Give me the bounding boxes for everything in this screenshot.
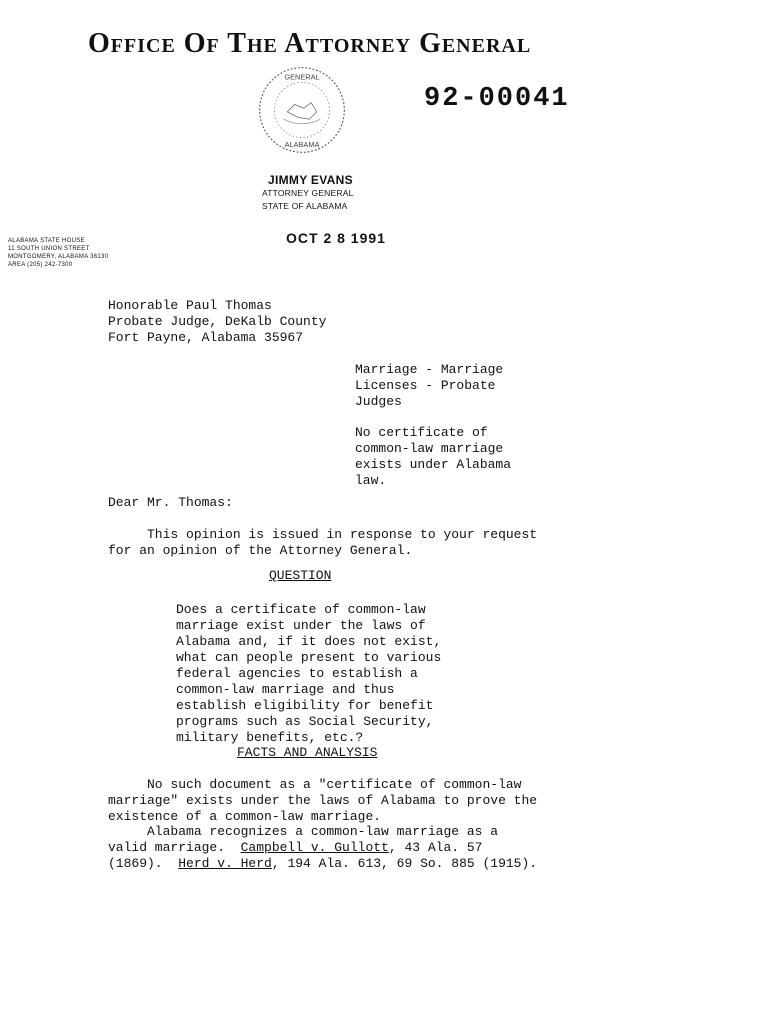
subject-line: Marriage - Marriage — [355, 362, 504, 377]
addressee-line: Fort Payne, Alabama 35967 — [108, 330, 304, 345]
text-fragment: , 43 Ala. 57 — [388, 840, 483, 855]
headnote-line: No certificate of — [355, 425, 488, 440]
question-line: military benefits, etc.? — [176, 730, 364, 745]
state-seal-icon — [256, 64, 348, 156]
address-line: AREA (205) 242-7300 — [8, 262, 73, 268]
analysis-paragraph-2 — [108, 824, 537, 872]
letterhead-title — [88, 28, 531, 60]
date-stamp: OCT 2 8 1991 — [286, 230, 386, 246]
office-address — [8, 237, 108, 269]
question-line: establish eligibility for benefit — [176, 698, 434, 713]
headnote-line: law. — [355, 473, 387, 488]
facts-heading: FACTS AND ANALYSIS — [237, 745, 378, 760]
analysis-paragraph-1 — [108, 777, 537, 825]
text-fragment: valid marriage. — [108, 840, 241, 855]
addressee-block — [108, 298, 326, 346]
officer-title: ATTORNEY GENERAL — [262, 188, 354, 198]
seal-text-top: GENERAL — [284, 72, 320, 82]
analysis-line: marriage" exists under the laws of Alabama to prove the — [108, 793, 538, 808]
question-line: what can people present to various — [176, 650, 442, 665]
headnote-block — [355, 425, 511, 489]
question-heading: QUESTION — [269, 568, 332, 583]
addressee-line: Probate Judge, DeKalb County — [108, 314, 327, 329]
letterhead-text: Office Of The Attorney General — [88, 28, 532, 59]
opinion-number: 92-00041 — [424, 84, 570, 114]
attorney-general-block — [262, 173, 372, 213]
address-line: MONTGOMERY, ALABAMA 36130 — [8, 254, 109, 260]
analysis-line: No such document as a "certificate of common-law — [108, 777, 522, 792]
question-line: Does a certificate of common-law — [176, 602, 426, 617]
salutation: Dear Mr. Thomas: — [108, 495, 233, 510]
analysis-line — [108, 856, 537, 872]
headnote-line: exists under Alabama — [355, 457, 512, 472]
intro-line: This opinion is issued in response to your request — [108, 527, 538, 542]
analysis-line: existence of a common-law marriage. — [108, 809, 382, 824]
officer-state: STATE OF ALABAMA — [262, 201, 348, 211]
question-line: federal agencies to establish a — [176, 666, 418, 681]
address-line: ALABAMA STATE HOUSE — [8, 238, 85, 244]
subject-line: Licenses - Probate — [355, 378, 496, 393]
question-line: common-law marriage and thus — [176, 682, 395, 697]
text-fragment: (1869). — [108, 856, 179, 871]
subject-block — [355, 362, 503, 410]
question-line: programs such as Social Security, — [176, 714, 434, 729]
seal-text-bottom: ALABAMA — [284, 139, 320, 149]
headnote-line: common-law marriage — [355, 441, 504, 456]
intro-paragraph — [108, 527, 537, 559]
address-line: 11 SOUTH UNION STREET — [8, 246, 90, 252]
addressee-line: Honorable Paul Thomas — [108, 298, 272, 313]
officer-name: JIMMY EVANS — [268, 173, 353, 187]
text-fragment: , 194 Ala. 613, 69 So. 885 (1915). — [271, 856, 538, 871]
case-citation: Campbell v. Gullott — [240, 840, 389, 855]
analysis-line: Alabama recognizes a common-law marriage as a — [108, 824, 499, 839]
case-citation: Herd v. Herd — [178, 856, 272, 871]
question-line: Alabama and, if it does not exist, — [176, 634, 442, 649]
intro-line: for an opinion of the Attorney General. — [108, 543, 413, 558]
subject-line: Judges — [355, 394, 402, 409]
analysis-line — [108, 840, 537, 856]
question-line: marriage exist under the laws of — [176, 618, 426, 633]
question-block — [176, 602, 441, 746]
